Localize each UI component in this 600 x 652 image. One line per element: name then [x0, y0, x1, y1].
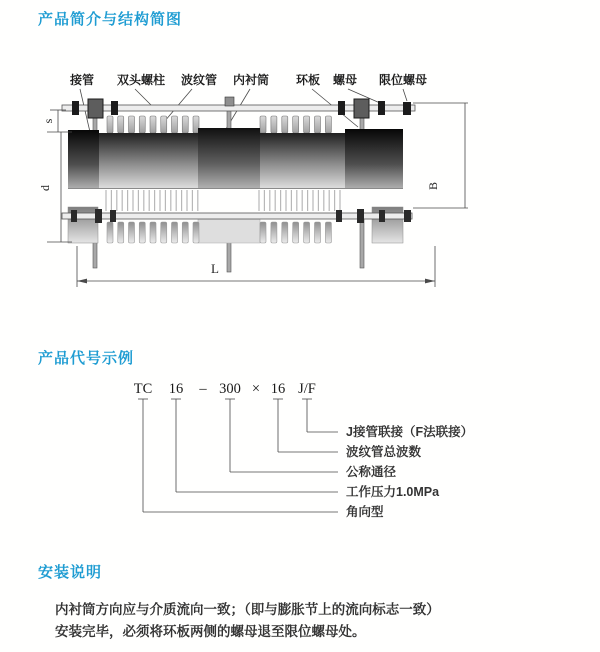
end-cap-left	[68, 130, 99, 188]
product-code-diagram	[0, 372, 600, 527]
lower-bellows-fins-right	[258, 190, 340, 211]
section-heading-code: 产品代号示例	[38, 350, 135, 367]
lower-bellows-ribs-left	[107, 222, 199, 243]
code-callout-lines	[138, 399, 338, 512]
callout-wave-count: 波纹管总波数	[346, 445, 422, 459]
part-label-nut: 螺母	[332, 73, 358, 87]
l-arrow-left	[77, 279, 87, 284]
callout-nominal-diameter: 公称通径	[346, 465, 397, 479]
lower-bellows-ribs-right	[260, 222, 331, 243]
section-heading-install: 安装说明	[38, 564, 103, 581]
middle-stud-cap	[225, 97, 234, 106]
section-heading-intro: 产品简介与结构简图	[38, 11, 183, 28]
code-segment-waves: 16	[270, 381, 286, 397]
lower-bellows-fins-left	[105, 190, 198, 211]
dim-label-d: d	[38, 185, 52, 191]
part-label-bellows: 波纹管	[180, 73, 218, 87]
lower-cap-right	[372, 207, 403, 243]
part-label-connection-pipe: 接管	[69, 73, 95, 87]
bellows-left-corrugations	[107, 116, 199, 133]
part-label-inner-liner: 内衬筒	[232, 73, 270, 87]
lower-center-collar	[198, 219, 260, 243]
part-label-double-head-stud: 双头螺柱	[116, 73, 166, 87]
code-segment-dash: –	[199, 381, 207, 397]
code-segment-pressure: 16	[168, 381, 184, 397]
code-segment-type: TC	[133, 381, 153, 397]
dim-label-B: B	[426, 181, 440, 191]
callout-angular-type: 角向型	[346, 505, 384, 519]
part-label-ring-plate: 环板	[295, 73, 321, 87]
dim-label-s: s	[41, 118, 55, 124]
callout-working-pressure: 工作压力1.0MPa	[346, 485, 440, 499]
install-instructions	[55, 599, 535, 642]
install-instructions-line2: 安装完毕，必须将环板两侧的螺母退至限位螺母处。	[55, 623, 366, 639]
bellows-right-corrugations	[260, 116, 331, 133]
dim-label-L: L	[211, 261, 219, 276]
end-cap-right	[345, 129, 403, 188]
code-segment-times: ×	[251, 381, 261, 397]
callout-connection-type: J接管联接（F法联接）	[346, 425, 474, 439]
l-arrow-right	[425, 279, 435, 284]
code-segment-connection: J/F	[298, 381, 316, 397]
code-segment-diameter: 300	[219, 381, 241, 397]
install-instructions-line1: 内衬筒方向应与介质流向一致；（即与膨胀节上的流向标志一致）	[55, 602, 440, 617]
structure-diagram	[35, 62, 495, 314]
bellows-right-body	[256, 133, 346, 188]
part-label-limit-nut: 限位螺母	[378, 73, 428, 87]
center-collar	[198, 128, 260, 188]
